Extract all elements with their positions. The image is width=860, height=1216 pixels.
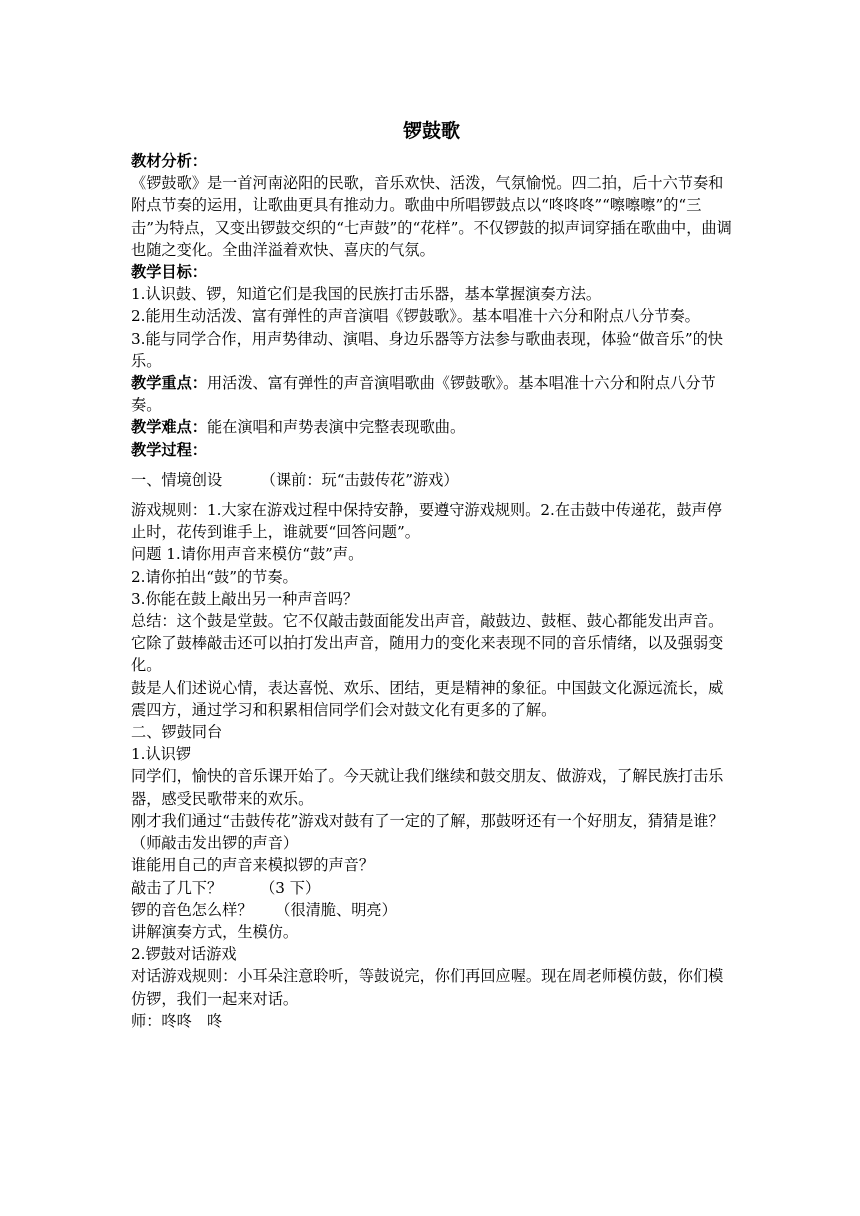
key-point-text: 用活泼、富有弹性的声音演唱歌曲《锣鼓歌》。基本唱准十六分和附点八分节奏。 (131, 374, 716, 415)
difficulty-point (131, 416, 732, 438)
part2-title: 二、锣鼓同台 (131, 723, 223, 742)
step2-line: 师：咚咚 咚 (131, 1011, 223, 1030)
step1-line: 敲击了几下？ （3 下） (131, 878, 321, 897)
question-item: 3.你能在鼓上敲出另一种声音吗？ (131, 589, 359, 608)
step1-line: 同学们，愉快的音乐课开始了。今天就让我们继续和鼓交朋友、做游戏，了解民族打击乐器，感受民歌带来的欢乐。 (131, 767, 724, 808)
goal-item: 2.能用生动活泼、富有弹性的声音演唱《锣鼓歌》。基本唱准十六分和附点八分节奏。 (131, 307, 700, 326)
culture-paragraph: 鼓是人们述说心情，表达喜悦、欢乐、团结，更是精神的象征。中国鼓文化源远流长，威震四方，通过学习和积累相信同学们会对鼓文化有更多的了解。 (131, 678, 724, 719)
key-point-label: 教学重点： (131, 374, 207, 393)
part1-heading (131, 469, 732, 491)
step1-line: 讲解演奏方式，生模仿。 (131, 922, 299, 941)
part1-title: 一、情境创设 (131, 470, 223, 489)
difficulty-label: 教学难点： (131, 418, 207, 437)
key-point (131, 372, 732, 416)
goal-item: 3.能与同学合作，用声势律动、演唱、身边乐器等方法参与歌曲表现，体验“做音乐”的快乐。 (131, 329, 723, 370)
goals-heading: 教学目标： (131, 263, 207, 282)
analysis-paragraph: 《锣鼓歌》是一首河南泌阳的民歌，音乐欢快、活泼，气氛愉悦。四二拍，后十六节奏和附点节奏的运用，让歌曲更具有推动力。歌曲中所唱锣鼓点以“咚咚咚”“嚓嚓嚓”的“三击”为特点，又变出锣鼓交织的“七声鼓”的“花样”。不仅锣鼓的拟声词穿插在歌曲中，曲调也随之变化。全曲洋溢着欢快、喜庆的气氛。 (131, 174, 732, 259)
part1-note: （课前：玩“击鼓传花”游戏） (260, 470, 459, 489)
goal-item: 1.认识鼓、锣，知道它们是我国的民族打击乐器，基本掌握演奏方法。 (131, 285, 602, 304)
step2-title: 2.锣鼓对话游戏 (131, 945, 237, 964)
question-item: 2.请你拍出“鼓”的节奏。 (131, 567, 298, 586)
step1-line: 刚才我们通过“击鼓传花”游戏对鼓有了一定的了解，那鼓呀还有一个好朋友，猜猜是谁？ （师敲击发出锣的声音） (131, 811, 755, 853)
step1-line: 谁能用自己的声音来模拟锣的声音？ (131, 856, 374, 875)
step1-line: 锣的音色怎么样？ （很清脆、明亮） (131, 900, 397, 919)
process-heading: 教学过程： (131, 440, 207, 459)
document-body (131, 118, 755, 1032)
analysis-heading: 教材分析： (131, 152, 207, 170)
difficulty-text: 能在演唱和声势表演中完整表现歌曲。 (206, 418, 466, 437)
document-title: 锣鼓歌 (402, 120, 460, 142)
question-item: 问题 1.请你用声音来模仿“鼓”声。 (131, 545, 364, 564)
game-rules: 游戏规则：1.大家在游戏过程中保持安静，要遵守游戏规则。2.在击鼓中传递花，鼓声停止时，花传到谁手上，谁就要“回答问题”。 (131, 501, 722, 542)
step1-title: 1.认识锣 (131, 745, 192, 764)
summary-paragraph: 总结：这个鼓是堂鼓。它不仅敲击鼓面能发出声音，敲鼓边、鼓框、鼓心都能发出声音。它除了鼓棒敲击还可以拍打发出声音，随用力的变化来表现不同的音乐情绪，以及强弱变化。 (131, 612, 724, 675)
step2-line: 对话游戏规则：小耳朵注意聆听，等鼓说完，你们再回应喔。现在周老师模仿鼓，你们模仿锣，我们一起来对话。 (131, 967, 724, 1008)
